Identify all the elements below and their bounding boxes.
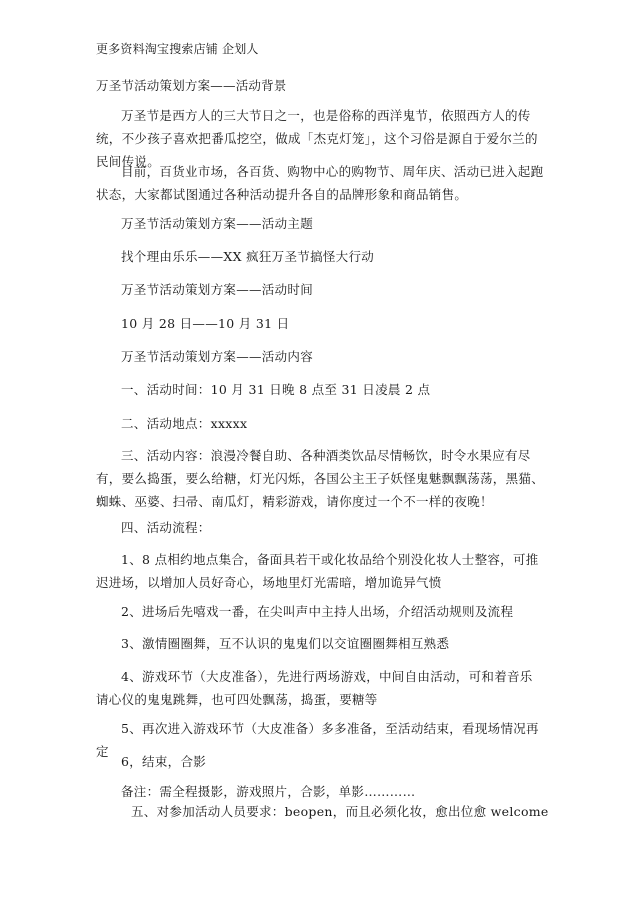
theme-text: 找个理由乐乐——XX 疯狂万圣节搞怪大行动 xyxy=(121,249,375,264)
item-activity-time: 一、活动时间：10 月 31 日晚 8 点至 31 日凌晨 2 点 xyxy=(121,382,431,397)
note-text: 备注：需全程摄影，游戏照片，合影，单影………… xyxy=(121,784,416,799)
document-title: 万圣节活动策划方案——活动背景 xyxy=(96,78,287,93)
process-step-5: 5、再次进入游戏环节（大皮准备）多多准备，至活动结束，看现场情况再定 xyxy=(96,721,539,759)
process-step-6: 6，结束，合影 xyxy=(121,754,207,769)
item-activity-location: 二、活动地点：xxxxx xyxy=(121,416,248,431)
process-step-4: 4、游戏环节（大皮准备），先进行两场游戏，中间自由活动，可和着音乐请心仪的鬼鬼跳舞，也可四处飘荡，捣蛋，要糖等 xyxy=(96,669,533,707)
item-activity-content: 三、活动内容：浪漫冷餐自助、各种酒类饮品尽情畅饮，时令水果应有尽有，要么捣蛋，要么给糖，灯光闪烁，各国公主王子妖怪鬼魅飘飘荡荡，黑猫、蜘蛛、巫婆、扫帚、南瓜灯，精彩游戏，请你度过一个不一样的夜晚！ xyxy=(96,448,545,509)
process-step-1: 1、8 点相约地点集合，备面具若干或化妆品给个别没化妆人士整容，可推迟进场，以增加人员好奇心，场地里灯光需暗，增加诡异气愤 xyxy=(96,552,539,590)
item-activity-process: 四、活动流程： xyxy=(121,520,211,535)
process-step-3: 3、激情圈圈舞，互不认识的鬼鬼们以交谊圈圈舞相互熟悉 xyxy=(121,636,450,651)
item-participant-requirements: 五、对参加活动人员要求：beopen，而且必须化妆，愈出位愈 welcome xyxy=(131,804,549,819)
content-heading: 万圣节活动策划方案——活动内容 xyxy=(121,349,314,364)
page-header: 更多资料淘宝搜索店铺 企划人 xyxy=(96,42,259,56)
time-heading: 万圣节活动策划方案——活动时间 xyxy=(121,282,314,297)
background-paragraph-1: 万圣节是西方人的三大节日之一，也是俗称的西洋鬼节，依照西方人的传统，不少孩子喜欢把番瓜挖空，做成「杰克灯笼」，这个习俗是源自于爱尔兰的民间传说。 xyxy=(96,108,538,169)
background-paragraph-2: 目前，百货业市场，各百货、购物中心的购物节、周年庆、活动已进入起跑状态，大家都试图通过各种活动提升各自的品牌形象和商品销售。 xyxy=(96,164,544,202)
time-text: 10 月 28 日——10 月 31 日 xyxy=(121,316,290,331)
theme-heading: 万圣节活动策划方案——活动主题 xyxy=(121,216,314,231)
process-step-2: 2、进场后先嘻戏一番，在尖叫声中主持人出场，介绍活动规则及流程 xyxy=(121,604,514,619)
